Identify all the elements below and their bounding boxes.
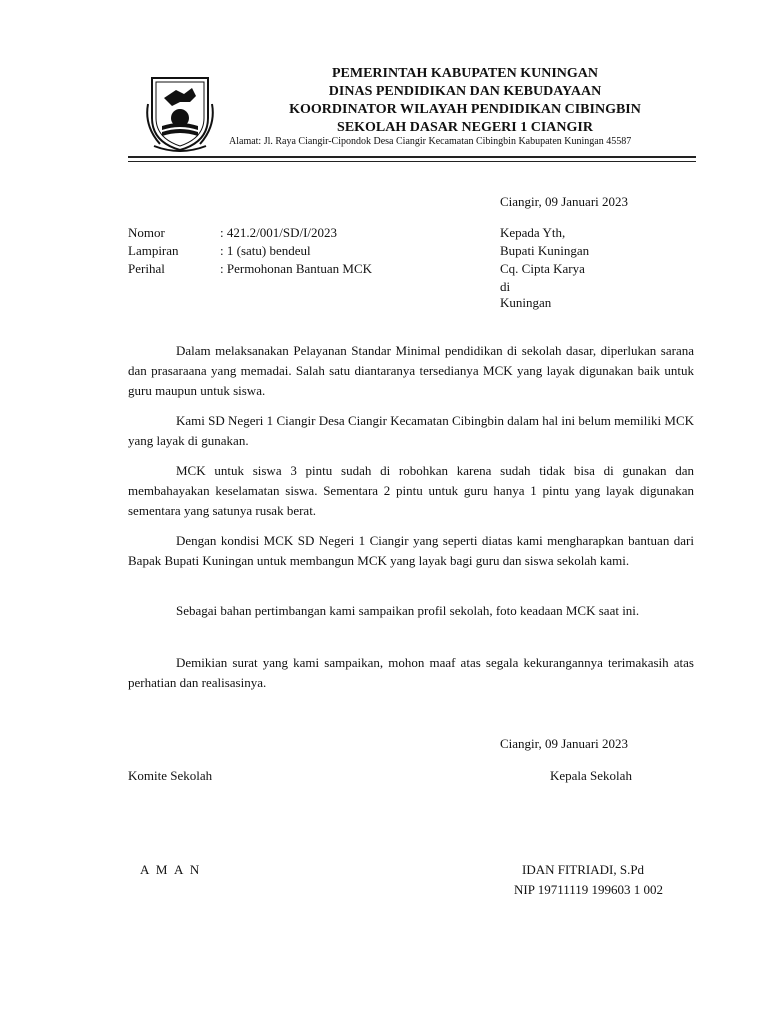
recipient-line: Cq. Cipta Karya bbox=[500, 261, 585, 276]
closing-date: Ciangir, 09 Januari 2023 bbox=[500, 736, 629, 751]
body-paragraph: Demikian surat yang kami sampaikan, mohon maaf atas segala kekurangannya terimakasih atas perhatian dan realisasinya. bbox=[128, 655, 694, 690]
body-paragraph: MCK untuk siswa 3 pintu sudah di robohkan karena sudah tidak bisa di gunakan dan membahayakan keselamatan siswa. Sementara 2 pintu untuk guru hanya 1 pintu yang layak digunakan sementara yang satunya rusak berat. bbox=[128, 463, 694, 518]
recipient-line: Kepada Yth, bbox=[500, 225, 566, 240]
body-paragraph: Dengan kondisi MCK SD Negeri 1 Ciangir yang seperti diatas kami mengharapkan bantuan dari Bapak Bupati Kuningan untuk membangun MCK yang layak bagi guru dan siswa sekolah kami. bbox=[128, 533, 694, 568]
signatory-name-committee: A M A N bbox=[140, 862, 202, 877]
meta-label-lampiran: Lampiran bbox=[128, 243, 179, 258]
meta-label-perihal: Perihal bbox=[128, 261, 165, 276]
letterhead-divider-thin bbox=[128, 161, 696, 162]
letterhead-divider-thick bbox=[128, 156, 696, 158]
letter-date: Ciangir, 09 Januari 2023 bbox=[500, 194, 629, 209]
signatory-name-principal: IDAN FITRIADI, S.Pd bbox=[522, 862, 645, 877]
letterhead-address: Alamat: Jl. Raya Ciangir-Cipondok Desa Ciangir Kecamatan Cibingbin Kabupaten Kuningan 45587 bbox=[229, 136, 632, 147]
body-paragraph: Kami SD Negeri 1 Ciangir Desa Ciangir Kecamatan Cibingbin dalam hal ini belum memiliki MCK yang layak di gunakan. bbox=[128, 413, 694, 448]
meta-value-perihal: : Permohonan Bantuan MCK bbox=[220, 261, 373, 276]
signatory-nip-principal: NIP 19711119 199603 1 002 bbox=[514, 882, 664, 897]
letterhead-line-4: SEKOLAH DASAR NEGERI 1 CIANGIR bbox=[337, 120, 593, 135]
body-paragraph: Dalam melaksanakan Pelayanan Standar Minimal pendidikan di sekolah dasar, diperlukan sarana dan prasaraana yang memadai. Salah satu diantaranya tersedianya MCK yang layak digunakan baik untuk guru maupun untuk siswa. bbox=[128, 343, 694, 398]
body-paragraph: Sebagai bahan pertimbangan kami sampaikan profil sekolah, foto keadaan MCK saat ini. bbox=[176, 603, 640, 618]
meta-label-nomor: Nomor bbox=[128, 225, 165, 240]
letterhead-line-3: KOORDINATOR WILAYAH PENDIDIKAN CIBINGBIN bbox=[289, 102, 641, 117]
signatory-title-committee: Komite Sekolah bbox=[128, 768, 213, 783]
letterhead-line-2: DINAS PENDIDIKAN DAN KEBUDAYAAN bbox=[328, 84, 602, 99]
meta-value-nomor: : 421.2/001/SD/I/2023 bbox=[220, 225, 338, 240]
signatory-title-principal: Kepala Sekolah bbox=[550, 768, 632, 783]
recipient-line: Bupati Kuningan bbox=[500, 243, 590, 258]
recipient-line: di bbox=[500, 279, 511, 294]
recipient-line: Kuningan bbox=[500, 295, 552, 310]
letterhead-line-1: PEMERINTAH KABUPATEN KUNINGAN bbox=[331, 66, 598, 81]
meta-value-lampiran: : 1 (satu) bendeul bbox=[220, 243, 311, 258]
